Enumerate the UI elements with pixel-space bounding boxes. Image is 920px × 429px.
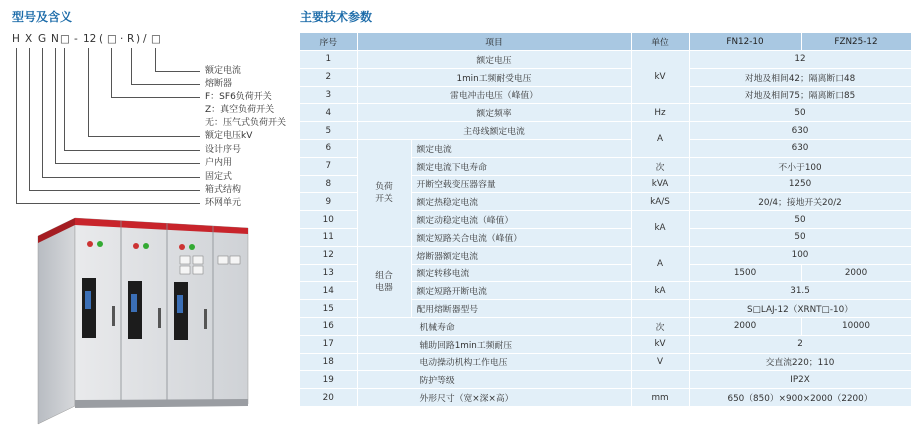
cell-no: 19 [300, 371, 357, 389]
cell-no: 4 [300, 104, 357, 122]
cell-unit: kA/S [631, 193, 689, 211]
cell-no: 15 [300, 300, 357, 318]
code-char: R [127, 33, 135, 45]
code-char: / [143, 33, 147, 45]
cell-unit: V [631, 353, 689, 371]
table-row [300, 104, 911, 122]
cell-no: 8 [300, 175, 357, 193]
table-row [300, 389, 911, 407]
cell-value: 12 [689, 51, 911, 69]
label-ring-unit: 环网单元 [205, 198, 242, 208]
cell-value: 650（850）×900×2000（2200） [689, 389, 911, 407]
cell-item: 开断空载变压器容量 [411, 175, 631, 193]
cell-no: 20 [300, 389, 357, 407]
label-box: 箱式结构 [205, 185, 242, 195]
cell-no: 9 [300, 193, 357, 211]
cell-value: 31.5 [689, 282, 911, 300]
cell-item: 额定短路关合电流（峰值） [411, 228, 631, 246]
cell-no: 13 [300, 264, 357, 282]
header-unit: 单位 [631, 33, 689, 51]
model-meaning-heading: 型号及含义 [12, 10, 73, 24]
cell-value: 20/4；接地开关20/2 [689, 193, 911, 211]
cell-value: 630 [689, 139, 911, 157]
cell-no: 14 [300, 282, 357, 300]
tech-params-heading: 主要技术参数 [300, 10, 373, 24]
code-char: □ [107, 33, 117, 45]
code-char: N [51, 33, 59, 45]
cell-no: 10 [300, 211, 357, 229]
cell-value-fzn25: 10000 [801, 317, 911, 335]
cell-item: 额定电压 [357, 51, 631, 69]
cell-unit: A [631, 246, 689, 282]
code-char: 12 [83, 33, 97, 45]
cell-no: 17 [300, 335, 357, 353]
cell-value: 50 [689, 104, 911, 122]
table-row [300, 317, 911, 335]
table-row [300, 246, 911, 264]
code-char: ( [99, 33, 104, 45]
header-fn12: FN12-10 [689, 33, 801, 51]
cell-item: 电动操动机构工作电压 [357, 353, 631, 371]
cell-value: 2 [689, 335, 911, 353]
cell-no: 12 [300, 246, 357, 264]
code-char: □ [151, 33, 161, 45]
code-char: - [74, 33, 78, 45]
table-row [300, 371, 911, 389]
cell-item: 配用熔断器型号 [411, 300, 631, 318]
cell-item: 1min工频耐受电压 [357, 68, 631, 86]
cell-no: 16 [300, 317, 357, 335]
table-row [300, 139, 911, 157]
cell-no: 1 [300, 51, 357, 69]
table-row [300, 51, 911, 69]
cell-value: 对地及相间42；隔离断口48 [689, 68, 911, 86]
cell-value-fzn25: 2000 [801, 264, 911, 282]
cell-value-fn12: 1500 [689, 264, 801, 282]
cell-unit: mm [631, 389, 689, 407]
table-header-row [300, 33, 911, 51]
label-design-no: 设计序号 [205, 145, 242, 155]
cell-unit: kVA [631, 175, 689, 193]
label-sf6: F：SF6负荷开关 [205, 92, 272, 102]
cell-item: 额定电流下电寿命 [411, 157, 631, 175]
cell-value: S□LAJ-12（XRNT□-10） [689, 300, 911, 318]
table-row [300, 122, 911, 140]
cell-item: 额定转移电流 [411, 264, 631, 282]
code-char: G [38, 33, 47, 45]
cell-value: 交直流220；110 [689, 353, 911, 371]
label-indoor: 户内用 [205, 158, 233, 168]
code-char: X [25, 33, 33, 45]
cell-value: 不小于100 [689, 157, 911, 175]
tech-params-table [300, 33, 912, 407]
cell-item: 额定动稳定电流（峰值） [411, 211, 631, 229]
cell-unit: kA [631, 282, 689, 300]
cell-no: 5 [300, 122, 357, 140]
code-char: · [120, 33, 124, 45]
header-item: 项目 [357, 33, 631, 51]
cell-value: IP2X [689, 371, 911, 389]
group-combo: 组合 电器 [357, 246, 411, 317]
cell-no: 7 [300, 157, 357, 175]
cell-value: 50 [689, 211, 911, 229]
cell-item: 主母线额定电流 [357, 122, 631, 140]
cell-item: 防护等级 [357, 371, 631, 389]
label-fixed: 固定式 [205, 172, 233, 182]
label-fuse: 熔断器 [205, 79, 233, 89]
cell-unit: kA [631, 211, 689, 247]
cell-item: 外形尺寸（宽×深×高） [357, 389, 631, 407]
cell-item: 额定热稳定电流 [411, 193, 631, 211]
cell-no: 3 [300, 86, 357, 104]
cell-item: 额定短路开断电流 [411, 282, 631, 300]
cell-value: 1250 [689, 175, 911, 193]
cell-value: 630 [689, 122, 911, 140]
label-rated-voltage: 额定电压kV [205, 131, 253, 141]
code-char: □ [60, 33, 70, 45]
label-air: 无：压气式负荷开关 [205, 118, 287, 128]
cell-value: 100 [689, 246, 911, 264]
header-no: 序号 [300, 33, 357, 51]
cell-unit: A [631, 122, 689, 158]
cell-value-fn12: 2000 [689, 317, 801, 335]
cell-item: 熔断器额定电流 [411, 246, 631, 264]
cell-value: 50 [689, 228, 911, 246]
cell-value: 对地及相间75；隔离断口85 [689, 86, 911, 104]
table-row [300, 335, 911, 353]
label-rated-current: 额定电流 [205, 66, 242, 76]
cell-unit: kV [631, 335, 689, 353]
cell-item: 额定频率 [357, 104, 631, 122]
cell-unit: 次 [631, 317, 689, 335]
group-load-switch: 负荷 开关 [357, 139, 411, 246]
table-row [300, 353, 911, 371]
header-fzn25: FZN25-12 [801, 33, 911, 51]
cell-unit [631, 371, 689, 389]
cell-unit [631, 300, 689, 318]
code-char: ) [136, 33, 141, 45]
cell-no: 2 [300, 68, 357, 86]
cell-item: 辅助回路1min工频耐压 [357, 335, 631, 353]
switchgear-cabinet-image [30, 216, 255, 426]
cell-unit: Hz [631, 104, 689, 122]
cell-item: 雷电冲击电压（峰值） [357, 86, 631, 104]
cell-unit: 次 [631, 157, 689, 175]
cell-no: 6 [300, 139, 357, 157]
label-vacuum: Z：真空负荷开关 [205, 105, 275, 115]
table-row [300, 68, 911, 86]
cell-item: 额定电流 [411, 139, 631, 157]
cell-no: 18 [300, 353, 357, 371]
code-char: H [12, 33, 20, 45]
cell-item: 机械寿命 [357, 317, 631, 335]
table-row [300, 86, 911, 104]
cell-unit: kV [631, 51, 689, 104]
cell-no: 11 [300, 228, 357, 246]
